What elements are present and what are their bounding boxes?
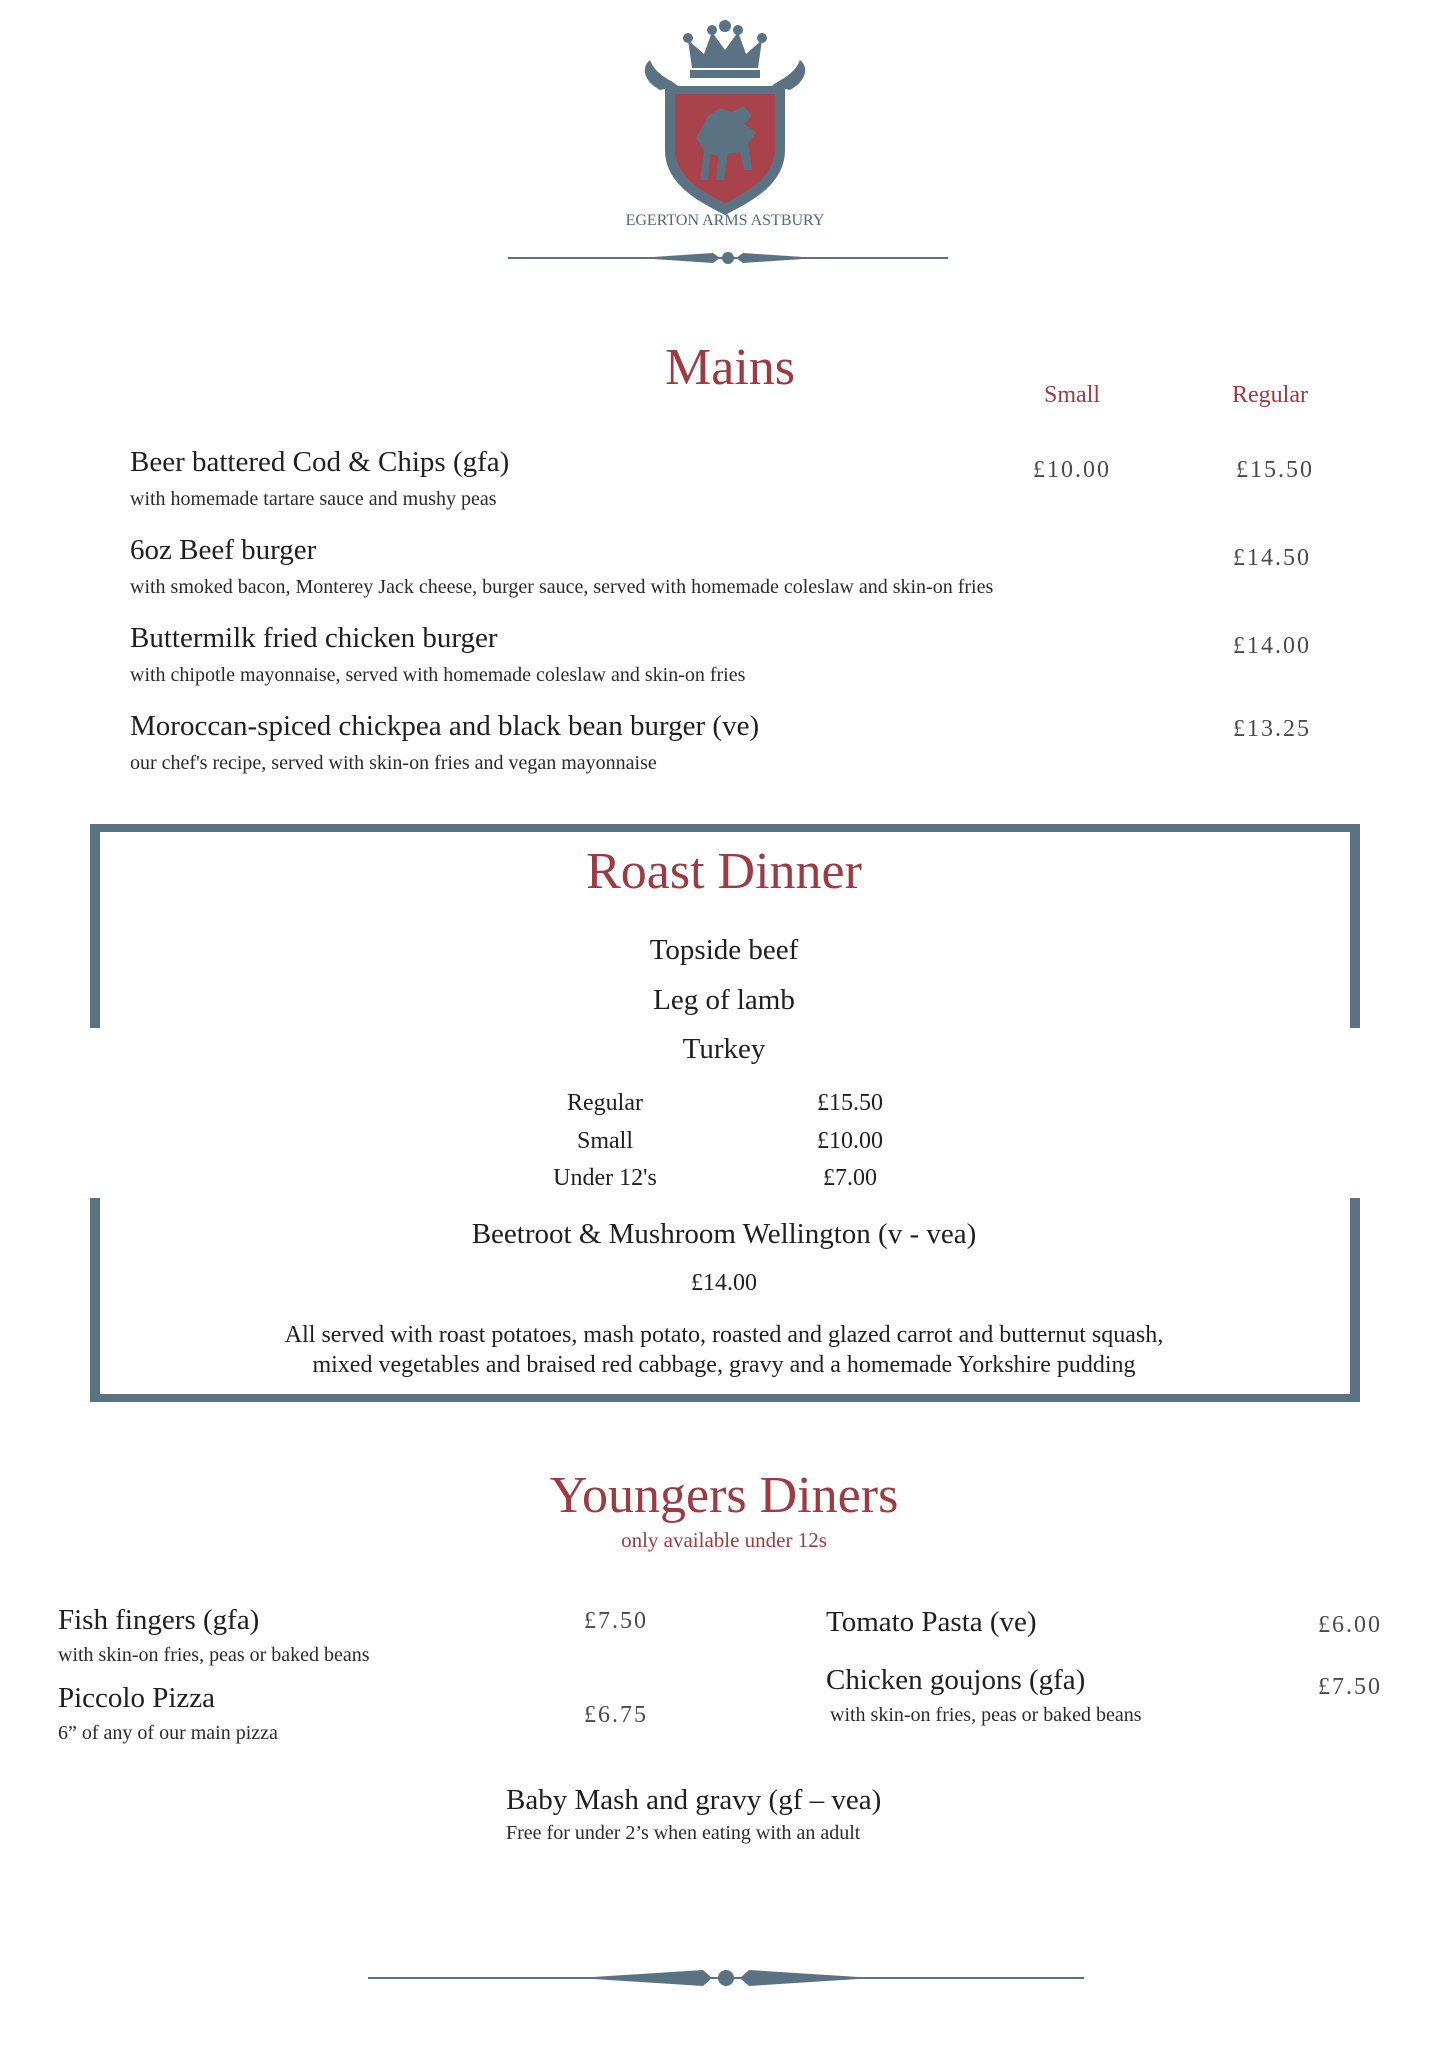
youngers-subtitle: only available under 12s	[621, 1528, 827, 1552]
kids-item-name: Baby Mash and gravy (gf – vea)	[506, 1784, 882, 1816]
menu-item-regular-price: £14.50	[1233, 545, 1311, 571]
menu-item-desc: with chipotle mayonnaise, served with homemade coleslaw and skin-on fries	[130, 664, 746, 686]
kids-item-price: £6.00	[1318, 1612, 1382, 1638]
menu-item-regular-price: £14.00	[1233, 633, 1311, 659]
menu-item-desc: with smoked bacon, Monterey Jack cheese, burger sauce, served with homemade coleslaw and skin-on fries	[130, 576, 994, 598]
kids-item-name: Fish fingers (gfa)	[58, 1604, 260, 1636]
mains-title: Mains	[665, 339, 795, 396]
kids-item-desc: Free for under 2’s when eating with an adult	[506, 1822, 861, 1844]
crest-logo	[620, 20, 830, 235]
youngers-title: Youngers Diners	[549, 1467, 899, 1524]
col-regular-header: Regular	[1232, 382, 1308, 408]
roast-frame-top	[90, 824, 1360, 832]
kids-item-desc: with skin-on fries, peas or baked beans	[830, 1704, 1142, 1726]
kids-item-name: Chicken goujons (gfa)	[826, 1664, 1086, 1696]
menu-item-name: Beer battered Cod & Chips (gfa)	[130, 446, 510, 478]
roast-size-label: Regular	[567, 1090, 643, 1116]
menu-item-name: Buttermilk fried chicken burger	[130, 622, 498, 654]
roast-title: Roast Dinner	[586, 843, 862, 900]
roast-veg-price: £14.00	[691, 1270, 757, 1296]
col-small-header: Small	[1044, 382, 1101, 408]
logo-caption: EGERTON ARMS ASTBURY	[625, 212, 825, 229]
menu-item-small-price: £10.00	[1033, 457, 1111, 483]
roast-size-price: £15.50	[817, 1090, 883, 1116]
roast-served-note-line2: mixed vegetables and braised red cabbage, gravy and a homemade Yorkshire pudding	[312, 1352, 1136, 1378]
top-ornament-divider	[508, 246, 948, 270]
kids-item-desc: 6” of any of our main pizza	[58, 1722, 278, 1744]
menu-item-name: Moroccan-spiced chickpea and black bean burger (ve)	[130, 710, 760, 742]
roast-size-price: £10.00	[817, 1128, 883, 1154]
kids-item-price: £6.75	[584, 1702, 648, 1728]
roast-size-label: Under 12's	[553, 1165, 657, 1191]
menu-item-desc: with homemade tartare sauce and mushy peas	[130, 488, 497, 510]
kids-item-name: Tomato Pasta (ve)	[826, 1606, 1037, 1638]
menu-item-desc: our chef's recipe, served with skin-on fries and vegan mayonnaise	[130, 752, 657, 774]
roast-served-note-line1: All served with roast potatoes, mash potato, roasted and glazed carrot and butternut squash,	[284, 1322, 1164, 1348]
menu-item-name: 6oz Beef burger	[130, 534, 317, 566]
roast-size-label: Small	[576, 1128, 633, 1154]
roast-meat-item: Leg of lamb	[653, 984, 795, 1016]
roast-size-price: £7.00	[823, 1165, 877, 1191]
roast-meat-item: Topside beef	[649, 934, 799, 966]
roast-meat-item: Turkey	[682, 1033, 766, 1065]
bottom-ornament-divider	[368, 1964, 1084, 1992]
menu-item-regular-price: £15.50	[1236, 457, 1314, 483]
roast-veg-option: Beetroot & Mushroom Wellington (v - vea)	[471, 1218, 977, 1250]
kids-item-price: £7.50	[1318, 1674, 1382, 1700]
menu-item-regular-price: £13.25	[1233, 716, 1311, 742]
kids-item-price: £7.50	[584, 1608, 648, 1634]
kids-item-desc: with skin-on fries, peas or baked beans	[58, 1644, 370, 1666]
roast-frame-bottom	[90, 1394, 1360, 1402]
kids-item-name: Piccolo Pizza	[58, 1682, 216, 1714]
